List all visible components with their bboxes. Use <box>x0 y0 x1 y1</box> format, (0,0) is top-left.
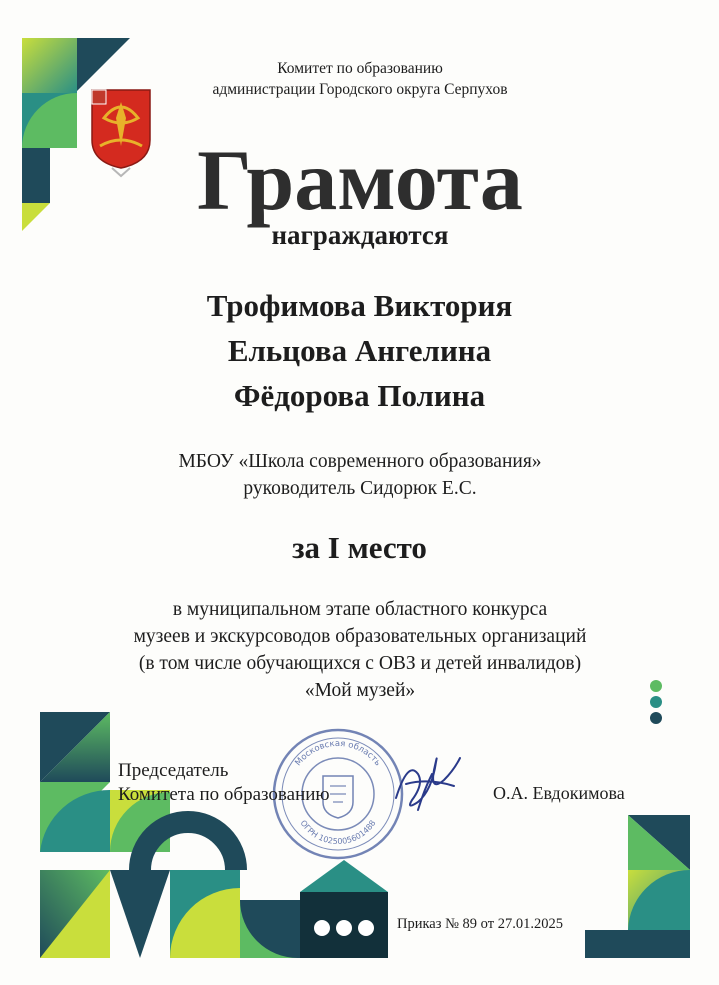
committee-line-2: администрации Городского округа Серпухов <box>212 81 508 98</box>
svg-text:ОГРН 1025005601488 <box>298 819 377 846</box>
committee-line-1: Комитет по образованию <box>277 60 443 77</box>
school-supervisor: руководитель Сидорюк Е.С. <box>243 478 477 499</box>
handwritten-signature <box>388 740 468 820</box>
award-place: за I место <box>292 530 427 565</box>
description-line: в муниципальном этапе областного конкурса <box>172 599 548 620</box>
description-line: музеев и экскурсоводов образовательных организаций <box>133 626 587 647</box>
order-number: Приказ № 89 от 27.01.2025 <box>397 916 563 932</box>
description-line: (в том числе обучающихся с ОВЗ и детей инвалидов) <box>138 653 582 674</box>
stamp-text-ogrn: ОГРН 1025005601488 <box>298 818 378 847</box>
bottom-right-shapes <box>585 815 690 958</box>
recipients-list <box>0 283 719 418</box>
recipient-name: Трофимова Виктория <box>206 288 513 323</box>
recipient-name: Ельцова Ангелина <box>227 333 492 368</box>
signatory-role-line-1: Председатель <box>118 760 229 781</box>
contest-description <box>20 596 700 704</box>
description-line: «Мой музей» <box>304 680 416 701</box>
signatory-name: О.А. Евдокимова <box>493 783 625 803</box>
recipient-name: Фёдорова Полина <box>233 378 486 413</box>
stamp-text-top: Московская область <box>293 738 383 768</box>
awarded-label: награждаются <box>271 220 449 250</box>
signatory-role-line-2: Комитета по образованию <box>118 784 330 805</box>
school-info <box>20 448 700 502</box>
committee-header <box>40 58 680 100</box>
certificate-title: Грамота <box>197 132 523 228</box>
school-name: МБОУ «Школа современного образования» <box>178 451 542 472</box>
signatory-role <box>118 759 330 807</box>
